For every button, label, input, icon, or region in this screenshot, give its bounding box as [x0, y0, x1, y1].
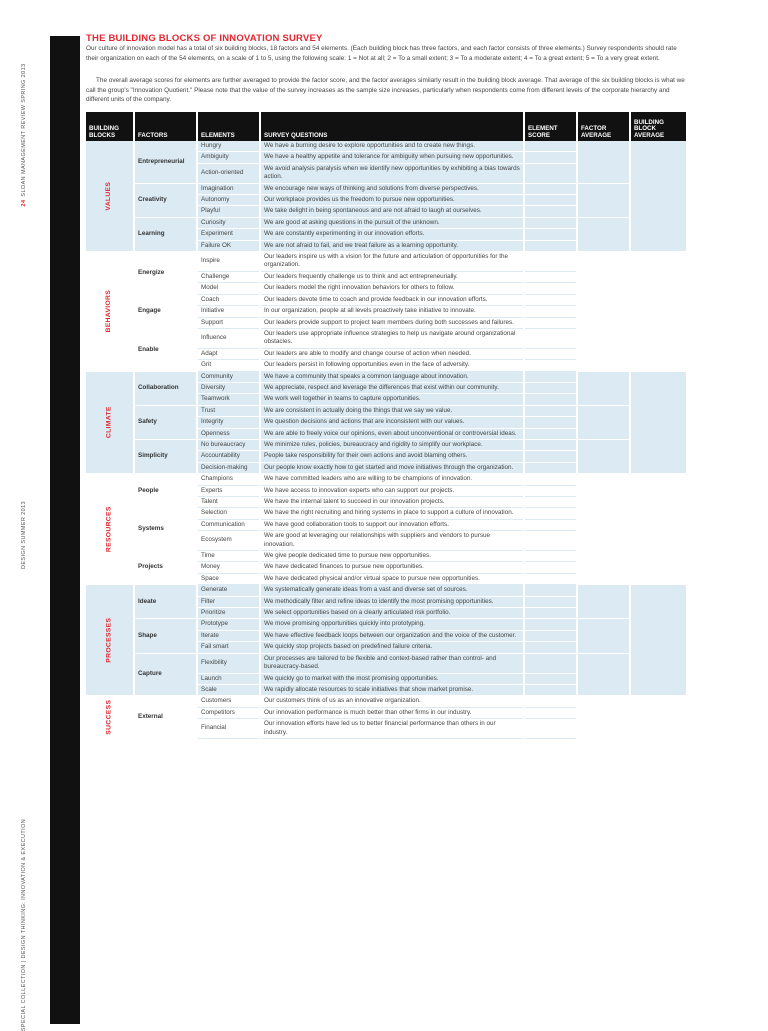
element-cell: Money	[197, 562, 260, 573]
element-cell: Ambiguity	[197, 152, 260, 163]
element-score-input[interactable]	[524, 371, 577, 382]
element-cell: Fail smart	[197, 642, 260, 653]
black-spine-bar	[50, 36, 80, 1024]
survey-question-cell: We have the internal talent to succeed in our innovation projects.	[260, 497, 524, 508]
element-cell: Integrity	[197, 417, 260, 428]
survey-question-cell: Our leaders provide support to project team members during both successes and failures.	[260, 317, 524, 328]
element-cell: Model	[197, 283, 260, 294]
survey-question-cell: We are not afraid to fail, and we treat failure as a learning opportunity.	[260, 240, 524, 251]
survey-question-cell: Our innovation performance is much better than other firms in our industry.	[260, 707, 524, 718]
table-row	[86, 328, 686, 348]
survey-question-cell: Our leaders inspire us with a vision for the future and articulation of opportunities for the organization.	[260, 252, 524, 272]
factor-average-cell[interactable]	[577, 371, 630, 405]
table-row	[86, 405, 686, 416]
building-block-label: VALUES	[105, 181, 113, 211]
running-collection	[18, 820, 30, 1030]
table-row	[86, 696, 686, 707]
element-cell: Time	[197, 551, 260, 562]
survey-question-cell: We work well together in teams to capture opportunities.	[260, 394, 524, 405]
table-header-row	[86, 112, 686, 141]
factor-cell: Enable	[134, 328, 197, 371]
survey-question-cell: We are consistent in actually doing the things that we say we value.	[260, 405, 524, 416]
element-cell: Prototype	[197, 619, 260, 630]
element-cell: Diversity	[197, 382, 260, 393]
element-cell: Experts	[197, 485, 260, 496]
survey-question-cell: Our people know exactly how to get started and move initiatives through the organization.	[260, 462, 524, 473]
table-row	[86, 252, 686, 272]
element-score-input[interactable]	[524, 642, 577, 653]
factor-average-cell[interactable]	[577, 217, 630, 251]
factor-average-cell[interactable]	[577, 585, 630, 619]
element-score-input[interactable]	[524, 596, 577, 607]
survey-question-cell: People take responsibility for their own actions and avoid blaming others.	[260, 451, 524, 462]
element-score-input[interactable]	[524, 183, 577, 194]
building-block-cell	[86, 474, 134, 585]
running-topic	[18, 430, 30, 640]
factor-average-cell[interactable]	[577, 551, 630, 585]
factor-average-cell[interactable]	[577, 405, 630, 439]
factor-average-cell[interactable]	[577, 328, 630, 371]
element-score-input[interactable]	[524, 206, 577, 217]
element-cell: Failure OK	[197, 240, 260, 251]
running-header	[18, 30, 30, 240]
survey-question-cell: In our organization, people at all levels proactively take initiative to innovate.	[260, 306, 524, 317]
header-factors: FACTORS	[134, 112, 197, 141]
element-score-input[interactable]	[524, 673, 577, 684]
element-cell: Trust	[197, 405, 260, 416]
element-score-input[interactable]	[524, 240, 577, 251]
element-score-input[interactable]	[524, 283, 577, 294]
survey-question-cell: We appreciate, respect and leverage the differences that exist within our community.	[260, 382, 524, 393]
survey-question-cell: We are good at leveraging our relationships with suppliers and vendors to pursue innovation.	[260, 531, 524, 551]
factor-cell: Collaboration	[134, 371, 197, 405]
table-body	[86, 141, 686, 738]
survey-question-cell: We quickly stop projects based on predefined failure criteria.	[260, 642, 524, 653]
survey-question-cell: We quickly go to market with the most promising opportunities.	[260, 673, 524, 684]
survey-question-cell: We move promising opportunities quickly into prototyping.	[260, 619, 524, 630]
factor-cell: Entrepreneurial	[134, 141, 197, 183]
table-row	[86, 141, 686, 152]
element-cell: Scale	[197, 684, 260, 695]
survey-question-cell: We have effective feedback loops between our organization and the voice of the customer.	[260, 630, 524, 641]
table-row	[86, 217, 686, 228]
element-cell: Adapt	[197, 348, 260, 359]
survey-question-cell: Our innovation efforts have led us to better financial performance than others in our industry.	[260, 719, 524, 739]
table-row	[86, 508, 686, 519]
survey-question-cell: We question decisions and actions that are inconsistent with our values.	[260, 417, 524, 428]
survey-question-cell: Our processes are tailored to be flexible and context-based rather than control- and bureaucracy-based.	[260, 653, 524, 673]
factor-average-cell[interactable]	[577, 294, 630, 328]
element-cell: Competitors	[197, 707, 260, 718]
factor-cell: People	[134, 474, 197, 508]
element-score-input[interactable]	[524, 630, 577, 641]
survey-question-cell: We have access to innovation experts who can support our projects.	[260, 485, 524, 496]
building-block-cell	[86, 371, 134, 474]
element-score-input[interactable]	[524, 719, 577, 739]
survey-question-cell: Our leaders are able to modify and change course of action when needed.	[260, 348, 524, 359]
factor-cell: Simplicity	[134, 439, 197, 473]
collection-label: SPECIAL COLLECTION | DESIGN THINKING: INNOVATION & EXECUTION	[21, 818, 27, 1031]
page-title: THE BUILDING BLOCKS OF INNOVATION SURVEY	[86, 33, 323, 44]
element-score-input[interactable]	[524, 451, 577, 462]
element-cell: Customers	[197, 696, 260, 707]
table-row	[86, 183, 686, 194]
factor-average-cell[interactable]	[577, 508, 630, 551]
element-cell: Inspire	[197, 252, 260, 272]
element-score-input[interactable]	[524, 573, 577, 584]
header-element-score: ELEMENT SCORE	[524, 112, 577, 141]
survey-question-cell: We have committed leaders who are willing to be champions of innovation.	[260, 474, 524, 485]
element-cell: Experiment	[197, 229, 260, 240]
topic-label: DESIGN SUMMER 2013	[21, 500, 27, 570]
element-cell: Action-oriented	[197, 163, 260, 183]
survey-question-cell: We are able to freely voice our opinions, even about unconventional or controversial ideas.	[260, 428, 524, 439]
element-cell: Autonomy	[197, 195, 260, 206]
element-score-input[interactable]	[524, 360, 577, 371]
survey-question-cell: Our leaders devote time to coach and provide feedback in our innovation efforts.	[260, 294, 524, 305]
survey-question-cell: Our leaders frequently challenge us to think and act entrepreneurially.	[260, 271, 524, 282]
element-cell: Grit	[197, 360, 260, 371]
element-score-input[interactable]	[524, 508, 577, 519]
element-score-input[interactable]	[524, 394, 577, 405]
element-score-input[interactable]	[524, 141, 577, 152]
building-block-label: CLIMATE	[105, 406, 113, 439]
factor-average-cell[interactable]	[577, 619, 630, 653]
element-cell: Community	[197, 371, 260, 382]
survey-question-cell: We have good collaboration tools to support our innovation efforts.	[260, 519, 524, 530]
survey-question-cell: We rapidly allocate resources to scale initiatives that show market promise.	[260, 684, 524, 695]
element-score-input[interactable]	[524, 163, 577, 183]
element-cell: Selection	[197, 508, 260, 519]
factor-cell: Capture	[134, 653, 197, 696]
survey-question-cell: We are constantly experimenting in our innovation efforts.	[260, 229, 524, 240]
element-score-input[interactable]	[524, 562, 577, 573]
element-cell: Challenge	[197, 271, 260, 282]
survey-question-cell: Our leaders model the right innovation behaviors for others to follow.	[260, 283, 524, 294]
survey-question-cell: We select opportunities based on a clearly articulated risk portfolio.	[260, 608, 524, 619]
factor-average-cell[interactable]	[577, 183, 630, 217]
factor-cell: External	[134, 696, 197, 739]
journal-name: SLOAN MANAGEMENT REVIEW SPRING 2013	[21, 63, 27, 197]
survey-question-cell: We have the right recruiting and hiring systems in place to support a culture of innovation.	[260, 508, 524, 519]
header-building-blocks: BUILDING BLOCKS	[86, 112, 134, 141]
element-score-input[interactable]	[524, 294, 577, 305]
element-score-input[interactable]	[524, 462, 577, 473]
building-block-average-cell[interactable]	[630, 371, 686, 474]
element-score-input[interactable]	[524, 684, 577, 695]
element-cell: Playful	[197, 206, 260, 217]
element-cell: Hungry	[197, 141, 260, 152]
building-block-label: SUCCESS	[105, 699, 113, 735]
building-block-average-cell[interactable]	[630, 585, 686, 696]
header-survey-questions: SURVEY QUESTIONS	[260, 112, 524, 141]
element-cell: Accountability	[197, 451, 260, 462]
factor-cell: Learning	[134, 217, 197, 251]
factor-cell: Engage	[134, 294, 197, 328]
intro-paragraph-2: The overall average scores for elements are further averaged to provide the factor score, and the factor averages similarly result in the building block average. That average of the six building blocks is what we call the group's "Innovation Quotient." Please note that the value of the survey increases as the sample size increases, particularly when respondents come from different levels of the corporate hierarchy and different units of the company.	[86, 77, 685, 104]
building-block-label: PROCESSES	[105, 617, 113, 663]
survey-table	[86, 112, 686, 739]
building-block-cell	[86, 252, 134, 371]
element-cell: Financial	[197, 719, 260, 739]
table-row	[86, 653, 686, 673]
survey-question-cell: We have a burning desire to explore opportunities and to create new things.	[260, 141, 524, 152]
factor-average-cell[interactable]	[577, 474, 630, 508]
element-cell: Talent	[197, 497, 260, 508]
element-score-input[interactable]	[524, 497, 577, 508]
element-score-input[interactable]	[524, 348, 577, 359]
building-block-average-cell[interactable]	[630, 141, 686, 252]
survey-question-cell: We have a healthy appetite and tolerance for ambiguity when pursuing new opportunities.	[260, 152, 524, 163]
survey-question-cell: We have dedicated physical and/or virtual space to pursue new opportunities.	[260, 573, 524, 584]
element-score-input[interactable]	[524, 229, 577, 240]
survey-question-cell: We encourage new ways of thinking and solutions from diverse perspectives.	[260, 183, 524, 194]
element-cell: Influence	[197, 328, 260, 348]
element-score-input[interactable]	[524, 428, 577, 439]
survey-question-cell: We take delight in being spontaneous and are not afraid to laugh at ourselves.	[260, 206, 524, 217]
element-score-input[interactable]	[524, 619, 577, 630]
element-score-input[interactable]	[524, 474, 577, 485]
survey-question-cell: We give people dedicated time to pursue new opportunities.	[260, 551, 524, 562]
header-building-block-average: BUILDING BLOCK AVERAGE	[630, 112, 686, 141]
element-score-input[interactable]	[524, 439, 577, 450]
factor-cell: Systems	[134, 508, 197, 551]
element-score-input[interactable]	[524, 195, 577, 206]
table-row	[86, 551, 686, 562]
intro-paragraph-1: Our culture of innovation model has a total of six building blocks, 18 factors and 54 elements. (Each building block has three factors, and each factor consists of three elements.) Survey respondents should rate their organization on each of the 54 elements, on a scale of 1 to 5, using the following scale: 1 = Not at all; 2 = To a small extent; 3 = To a moderate extent; 4 = To a great extent; 5 = To a very great extent.	[86, 45, 677, 62]
factor-cell: Ideate	[134, 585, 197, 619]
factor-average-cell[interactable]	[577, 141, 630, 183]
table-row	[86, 619, 686, 630]
building-block-cell	[86, 141, 134, 252]
factor-average-cell[interactable]	[577, 439, 630, 473]
element-cell: Openness	[197, 428, 260, 439]
building-block-average-cell[interactable]	[630, 696, 686, 739]
element-score-input[interactable]	[524, 585, 577, 596]
element-score-input[interactable]	[524, 653, 577, 673]
building-block-label: RESOURCES	[105, 506, 113, 553]
element-cell: Generate	[197, 585, 260, 596]
page-number: 24	[21, 199, 27, 207]
header-factor-average: FACTOR AVERAGE	[577, 112, 630, 141]
element-score-input[interactable]	[524, 608, 577, 619]
element-cell: Communication	[197, 519, 260, 530]
building-block-cell	[86, 585, 134, 696]
factor-cell: Energize	[134, 252, 197, 295]
element-score-input[interactable]	[524, 417, 577, 428]
element-cell: Support	[197, 317, 260, 328]
survey-question-cell: We systematically generate ideas from a vast and diverse set of sources.	[260, 585, 524, 596]
element-score-input[interactable]	[524, 328, 577, 348]
survey-question-cell: We avoid analysis paralysis when we identify new opportunities by exhibiting a bias towards action.	[260, 163, 524, 183]
survey-question-cell: Our leaders persist in following opportunities even in the face of adversity.	[260, 360, 524, 371]
element-cell: Launch	[197, 673, 260, 684]
element-cell: Coach	[197, 294, 260, 305]
element-cell: Decision-making	[197, 462, 260, 473]
survey-question-cell: We have dedicated finances to pursue new opportunities.	[260, 562, 524, 573]
element-score-input[interactable]	[524, 696, 577, 707]
factor-cell: Projects	[134, 551, 197, 585]
factor-cell: Shape	[134, 619, 197, 653]
element-score-input[interactable]	[524, 531, 577, 551]
building-block-average-cell[interactable]	[630, 474, 686, 585]
building-block-average-cell[interactable]	[630, 252, 686, 371]
factor-cell: Creativity	[134, 183, 197, 217]
survey-question-cell: We have a community that speaks a common language about innovation.	[260, 371, 524, 382]
building-block-label: BEHAVIORS	[105, 289, 113, 333]
element-score-input[interactable]	[524, 405, 577, 416]
element-cell: Prioritize	[197, 608, 260, 619]
element-score-input[interactable]	[524, 519, 577, 530]
factor-average-cell[interactable]	[577, 696, 630, 739]
element-score-input[interactable]	[524, 271, 577, 282]
element-score-input[interactable]	[524, 217, 577, 228]
element-cell: Flexibility	[197, 653, 260, 673]
element-cell: Space	[197, 573, 260, 584]
table-row	[86, 585, 686, 596]
element-cell: Initiative	[197, 306, 260, 317]
element-cell: Iterate	[197, 630, 260, 641]
header-elements: ELEMENTS	[197, 112, 260, 141]
factor-cell: Safety	[134, 405, 197, 439]
survey-question-cell: Our customers think of us as an innovative organization.	[260, 696, 524, 707]
table-row	[86, 439, 686, 450]
table-row	[86, 474, 686, 485]
element-score-input[interactable]	[524, 551, 577, 562]
survey-question-cell: We minimize rules, policies, bureaucracy and rigidity to simplify our workplace.	[260, 439, 524, 450]
survey-question-cell: We methodically filter and refine ideas to identify the most promising opportunities.	[260, 596, 524, 607]
element-cell: Filter	[197, 596, 260, 607]
element-cell: Champions	[197, 474, 260, 485]
element-cell: Teamwork	[197, 394, 260, 405]
survey-question-cell: Our workplace provides us the freedom to pursue new opportunities.	[260, 195, 524, 206]
element-cell: Imagination	[197, 183, 260, 194]
element-score-input[interactable]	[524, 485, 577, 496]
element-score-input[interactable]	[524, 152, 577, 163]
survey-question-cell: We are good at asking questions in the pursuit of the unknown.	[260, 217, 524, 228]
factor-average-cell[interactable]	[577, 252, 630, 295]
element-score-input[interactable]	[524, 382, 577, 393]
element-cell: Curiosity	[197, 217, 260, 228]
factor-average-cell[interactable]	[577, 653, 630, 696]
element-score-input[interactable]	[524, 306, 577, 317]
table-row	[86, 294, 686, 305]
element-score-input[interactable]	[524, 317, 577, 328]
element-score-input[interactable]	[524, 252, 577, 272]
element-cell: Ecosystem	[197, 531, 260, 551]
building-block-cell	[86, 696, 134, 739]
element-cell: No bureaucracy	[197, 439, 260, 450]
element-score-input[interactable]	[524, 707, 577, 718]
survey-question-cell: Our leaders use appropriate influence strategies to help us navigate around organizational obstacles.	[260, 328, 524, 348]
table-row	[86, 371, 686, 382]
